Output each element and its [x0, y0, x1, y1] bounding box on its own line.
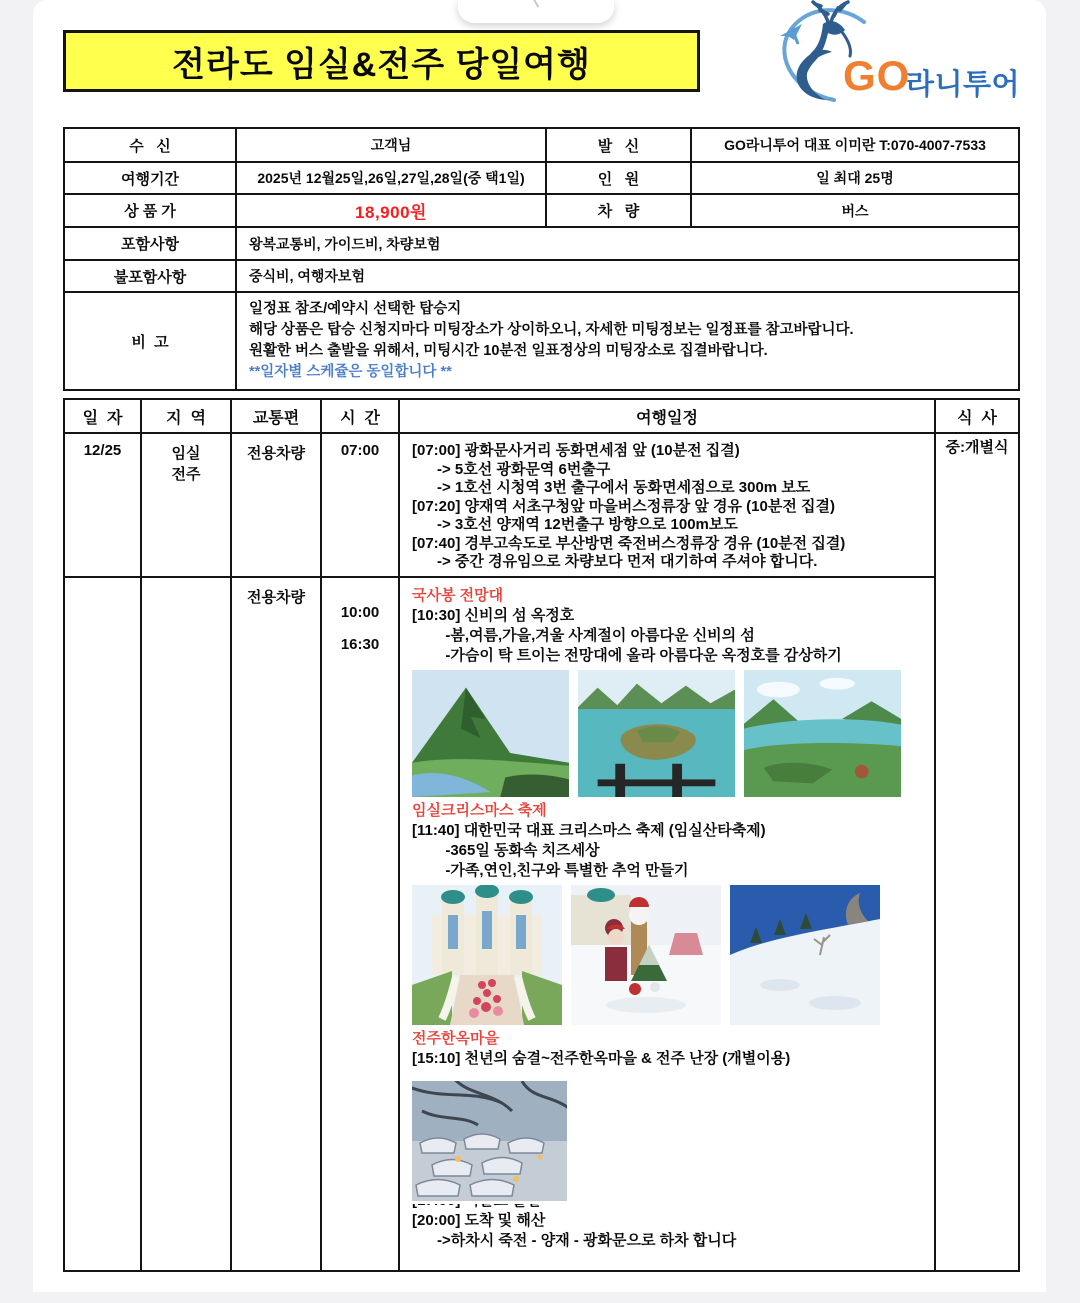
vehicle-value: 버스 [691, 194, 1019, 227]
schedule-line: [07:00] 광화문사거리 동화면세점 앞 (10분전 집결) [412, 442, 740, 459]
photo-hanok-snow [412, 1081, 567, 1201]
itinerary-table [63, 398, 1020, 1272]
included-value: 왕복교통비, 가이드비, 차량보험 [236, 227, 1019, 260]
time-value: 16:30 [340, 635, 380, 653]
schedule-cell-morning [399, 433, 935, 577]
period-label: 여행기간 [64, 162, 236, 194]
drag-handle-icon [533, 0, 540, 8]
time-cell: 07:00 [321, 433, 399, 577]
section-heading-guksabong: 국사봉 전망대 [412, 586, 504, 604]
headcount-label: 인 원 [546, 162, 691, 194]
date-cell: 12/25 [64, 433, 141, 577]
photo-lake-vista [744, 670, 901, 797]
trip-info-table [63, 127, 1020, 391]
schedule-line: -> 3호선 양재역 12번출구 방향으로 100m보도 [412, 516, 738, 533]
schedule-line: [11:40] 대한민국 대표 크리스마스 축제 (임실산타축제) [412, 821, 766, 839]
remarks-line: 원활한 버스 출발을 위해서, 미팅시간 10분전 일표정상의 미팅장소로 집결바랍니다. [249, 343, 768, 359]
trip-title-banner [63, 30, 700, 92]
transport-cell: 전용차량 [231, 577, 321, 1271]
goranitour-logo [768, 0, 1020, 108]
meal-cell: 중:개별식 [935, 433, 1019, 1271]
logo-s-flourish [797, 50, 832, 100]
region-cell-empty [141, 577, 231, 1271]
photo-hanok-snow-wrap [412, 1081, 567, 1204]
section-heading-christmas: 임실크리스마스 축제 [412, 801, 547, 819]
schedule-line: -> 중간 경유임으로 차량보다 먼저 대기하여 주셔야 합니다. [412, 553, 818, 570]
schedule-line: -> 5호선 광화문역 6번출구 [412, 460, 611, 478]
remarks-line: 일정표 참조/예약시 선택한 탑승지 [249, 301, 462, 317]
period-value: 2025년 12월25일,26일,27일,28일(중 택1일) [236, 162, 546, 194]
col-transport: 교통편 [231, 399, 321, 433]
remarks-value [236, 292, 1019, 390]
photo-santa-figures-snow [571, 885, 721, 1025]
excluded-value: 중식비, 여행자보험 [236, 260, 1019, 292]
table-row [64, 162, 1019, 194]
logo-go-text: GO [843, 52, 911, 99]
schedule-line: [10:30] 신비의 섬 옥정호 [412, 606, 575, 624]
table-row [64, 260, 1019, 292]
schedule-line: [07:20] 양재역 서초구청앞 마을버스정류장 앞 경유 (10분전 집결) [412, 497, 835, 515]
col-schedule: 여행일정 [399, 399, 935, 433]
region-line: 전주 [171, 466, 201, 483]
excluded-label: 불포함사항 [64, 260, 236, 292]
schedule-line: -365일 동화속 치즈세상 [412, 841, 600, 859]
photo-row-santa-village [412, 885, 924, 1025]
region-cell [141, 433, 231, 577]
photo-snow-hill [730, 885, 880, 1025]
schedule-line: -> 1호선 시청역 3번 출구에서 동화면세점으로 300m 보도 [412, 479, 811, 496]
photo-santa-castle [412, 885, 562, 1025]
photo-lake-island [578, 670, 735, 797]
drag-handle-pill[interactable] [458, 0, 614, 23]
col-time: 시 간 [321, 399, 399, 433]
price-label: 상 품 가 [64, 194, 236, 227]
section-heading-hanok: 전주한옥마을 [412, 1029, 499, 1047]
table-row [64, 194, 1019, 227]
remarks-line: 해당 상품은 탑승 신청지마다 미팅장소가 상이하오니, 자세한 미팅정보는 일정표를 참고바랍니다. [249, 322, 854, 338]
photo-row-okjeongho [412, 670, 924, 797]
schedule-line: -봄,여름,가을,겨울 사계절이 아름다운 신비의 섬 [412, 626, 755, 644]
price-value: 18,900원 [236, 194, 546, 227]
table-row [64, 227, 1019, 260]
vehicle-label: 차 량 [546, 194, 691, 227]
itinerary-row-morning [64, 433, 1019, 577]
table-header-row [64, 399, 1019, 433]
schedule-cell-day [399, 577, 935, 1271]
logo-brand-text: 라니투어 [906, 69, 1021, 101]
remarks-label: 비 고 [64, 292, 236, 390]
itinerary-row-day [64, 577, 1019, 1271]
col-date: 일 자 [64, 399, 141, 433]
schedule-line: [07:40] 경부고속도로 부산방면 죽전버스정류장 경유 (10분전 집결) [412, 534, 846, 552]
sender-label: 발 신 [546, 128, 691, 162]
date-cell-empty [64, 577, 141, 1271]
region-line: 임실 [171, 445, 201, 462]
time-cell [321, 577, 399, 1271]
schedule-line: -가슴이 탁 트이는 전망대에 올라 아름다운 옥정호를 감상하기 [412, 646, 842, 664]
col-meal: 식 사 [935, 399, 1019, 433]
schedule-line: -가족,연인,친구와 특별한 추억 만들기 [412, 861, 689, 879]
sender-value: GO라니투어 대표 이미란 T:070-4007-7533 [691, 128, 1019, 162]
deer-chest [842, 32, 851, 56]
schedule-line: ->하차시 죽전 - 양재 - 광화문으로 하차 합니다 [412, 1231, 737, 1249]
table-row [64, 292, 1019, 390]
remarks-highlight: **일자별 스케쥴은 동일합니다 ** [249, 364, 452, 380]
col-region: 지 역 [141, 399, 231, 433]
trip-title: 전라도 임실&전주 당일여행 [172, 45, 591, 84]
transport-cell: 전용차량 [231, 433, 321, 577]
schedule-line: [20:00] 도착 및 해산 [412, 1211, 546, 1229]
recipient-value: 고객님 [236, 128, 546, 162]
headcount-value: 일 최대 25명 [691, 162, 1019, 194]
included-label: 포함사항 [64, 227, 236, 260]
schedule-line: [15:10] 천년의 숨결~전주한옥마을 & 전주 난장 (개별이용) [412, 1049, 791, 1067]
recipient-label: 수 신 [64, 128, 236, 162]
time-value: 10:00 [340, 603, 380, 621]
table-row [64, 128, 1019, 162]
photo-mountain-river [412, 670, 569, 797]
